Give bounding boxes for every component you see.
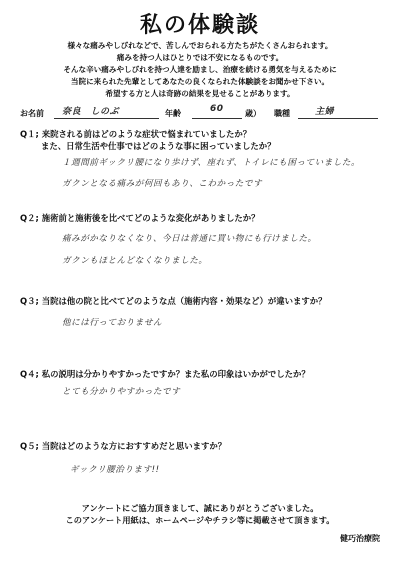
intro-line: 様々な痛みやしびれなどで、苦しんでおられる方たちがたくさんおられます。 [67, 41, 333, 50]
intro-line: 痛みを持つ人はひとりでは不安になるものです。 [116, 53, 284, 62]
question-text: 当院はどのような方におすすめだと思いますか？ [41, 441, 227, 451]
intro-line: そんな辛い痛みやしびれを持つ人達を励まし、治療を続ける勇気を与えるために [63, 65, 337, 74]
answer-1-line: １週間前ギックリ腰になり歩けず、座れず、トイレにも困っていました。 [62, 158, 361, 168]
footer-line: このアンケート用紙は、ホームページやチラシ等に掲載させて頂きます。 [65, 515, 335, 525]
footer-message [0, 502, 400, 526]
question-5 [20, 440, 226, 452]
name-underline [54, 118, 159, 119]
occupation-value: 主婦 [315, 107, 335, 117]
respondent-info-row [20, 104, 390, 120]
answer-1-line: ガクンとなる痛みが何回もあり、こわかったです [62, 179, 263, 189]
question-number: Q１; [20, 129, 39, 139]
question-number: Q４; [20, 369, 39, 379]
question-1 [20, 128, 276, 152]
question-4 [20, 368, 310, 380]
age-underline [192, 118, 242, 119]
question-2 [20, 212, 260, 224]
question-text: また、日常生活や仕事ではどのような事に困っていましたか？ [41, 141, 276, 151]
question-number: Q２; [20, 213, 39, 223]
answer-2-line: ガクンもほとんどなくなりました。 [62, 256, 208, 266]
question-text: 来院される前はどのような症状で悩まれていましたか？ [41, 129, 252, 139]
clinic-name: 健巧治療院 [340, 534, 380, 543]
page-title: 私の体験談 [139, 12, 260, 38]
intro-line: 希望する方と人は奇跡の結果を見せることがあります。 [105, 89, 295, 98]
answer-2-line: 痛みがかなりなくなり、今日は普通に買い物にも行けました。 [62, 234, 317, 244]
question-text: 当院は他の院と比べてどのような点（施術内容・効果など）が違いますか？ [41, 296, 327, 306]
name-value: 奈良 しのぶ [62, 107, 120, 117]
age-value: 60 [210, 104, 224, 114]
occupation-underline [298, 118, 378, 119]
answer-4-line: とても分かりやすかったです [62, 387, 181, 397]
intro-text [0, 40, 400, 100]
age-unit: 歳） [245, 109, 261, 118]
question-number: Q５; [20, 441, 39, 451]
answer-5-line: ギックリ腰治ります!! [70, 465, 160, 475]
question-number: Q３; [20, 296, 39, 306]
name-label: お名前 [20, 109, 44, 118]
question-text: 私の説明は分かりやすかったですか？また私の印象はいかがでしたか？ [41, 369, 310, 379]
question-text: 施術前と施術後を比べてどのような変化がありましたか？ [41, 213, 260, 223]
intro-line: 当院に来られた先輩としてあなたの良くなられた体験談をお聞かせ下さい。 [70, 77, 330, 86]
footer-line: アンケートにご協力頂きまして、誠にありがとうございました。 [81, 503, 319, 513]
answer-3-line: 他には行っておりません [62, 318, 163, 328]
question-3 [20, 295, 327, 307]
occupation-label: 職種 [274, 109, 290, 118]
age-label: 年齢 [165, 109, 181, 118]
